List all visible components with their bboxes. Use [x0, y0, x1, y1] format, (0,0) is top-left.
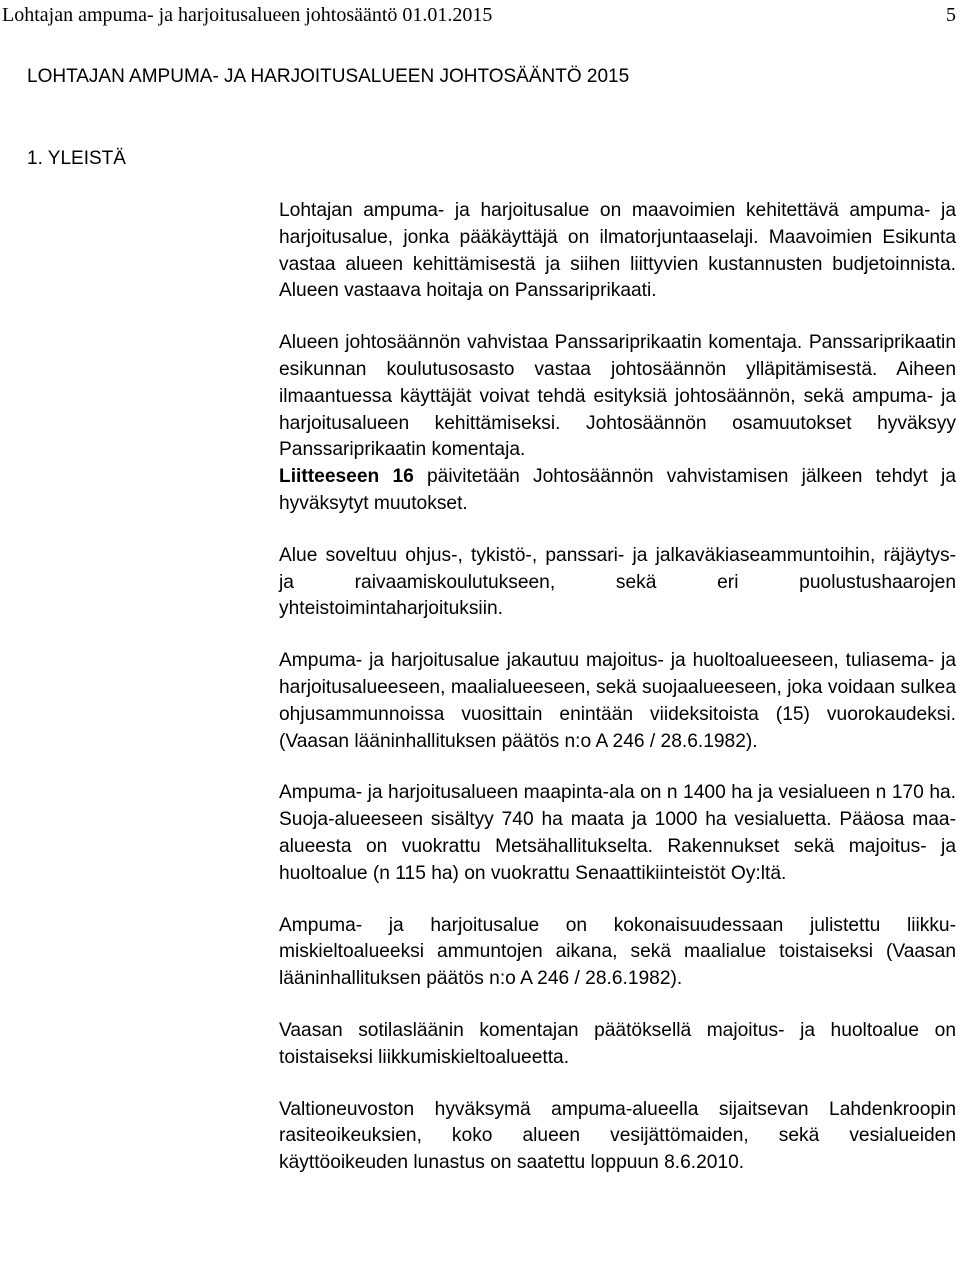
paragraph-government-approval: Valtioneuvoston hyväksymä ampuma-alueella sijaitsevan Lahdenkroopin rasiteoikeuksien, koko alueen vesijättömaiden, sekä vesialueiden käyttöoikeuden lunastus on saatettu loppuun 8.6.2010. [279, 1098, 956, 1174]
document-title: LOHTAJAN AMPUMA- JA HARJOITUSALUEEN JOHTOSÄÄNTÖ 2015 [27, 66, 630, 87]
page-number: 5 [946, 4, 956, 26]
header-title: Lohtajan ampuma- ja harjoitusalueen johtosääntö 01.01.2015 [2, 4, 493, 26]
section-heading: 1. YLEISTÄ [27, 148, 126, 169]
paragraph-general: Lohtajan ampuma- ja harjoitusalue on maavoimien kehitettävä ampuma- ja harjoitusalue, jonka pääkäyttäjä on ilmatorjuntaaselaji. Maavoimien Esikunta vastaa alueen kehittämisestä ja siihen liittyvien kustannusten budjetoinnista. Alueen vastaava hoitaja on Panssariprikaati. [279, 200, 956, 302]
paragraph-restricted-area: Ampuma- ja harjoitusalue on kokonaisuudessaan julistettu liikkumiskieltoalueeksi ammuntojen aikana, sekä maalialue toistaiseksi (Vaasan lääninhallituksen päätös n:o A 246 / 28.6.1982). [279, 914, 956, 990]
page-header [2, 2, 958, 30]
appendix-note-text: päivitetään Johtosäännön vahvistamisen jälkeen tehdyt ja hyväksytyt muutokset. [279, 466, 956, 514]
paragraph-area-division: Ampuma- ja harjoitusalue jakautuu majoitus- ja huoltoalueeseen, tuliasema- ja harjoitusalueeseen, maalialueeseen, sekä suojaalueeseen, joka voidaan sulkea ohjusammunnoissa vuosittain enintään viideksitoista (15) vuorokaudeksi. (Vaasan lääninhallituksen päätös n:o A 246 / 28.6.1982). [279, 650, 956, 752]
paragraph-appendix-note [279, 464, 956, 518]
section-body [279, 198, 956, 1202]
paragraph-area-size: Ampuma- ja harjoitusalueen maapinta-ala on n 1400 ha ja vesialueen n 170 ha. Suoja-alueeseen sisältyy 740 ha maata ja 1000 ha vesialuetta. Pääosa maa-alueesta on vuokrattu Metsähallitukselta. Rakennukset sekä majoitus- ja huoltoalue (n 115 ha) on vuokrattu Senaattikiinteistöt Oy:ltä. [279, 782, 956, 884]
appendix-reference: Liitteeseen 16 [279, 466, 414, 488]
paragraph-ratification: Alueen johtosäännön vahvistaa Panssariprikaatin komentaja. Panssariprikaatin esikunnan koulutusosasto vastaa johtosäännön ylläpitämisestä. Aiheen ilmaantuessa käyttäjät voivat tehdä esityksiä johtosäännön, sekä ampuma- ja harjoitusalueen kehittämiseksi. Johtosäännön osamuutokset hyväksyy Panssariprikaatin komentaja. [279, 332, 956, 461]
paragraph-suitability: Alue soveltuu ohjus-, tykistö-, panssari- ja jalkaväkiaseammuntoihin, räjäytys- ja raivaamiskoulutukseen, sekä eri puolustushaarojen yhteistoimintaharjoituksiin. [279, 544, 956, 620]
paragraph-commander-decision: Vaasan sotilasläänin komentajan päätöksellä majoitus- ja huoltoalue on toistaiseksi liikkumiskieltoalueetta. [279, 1019, 956, 1068]
